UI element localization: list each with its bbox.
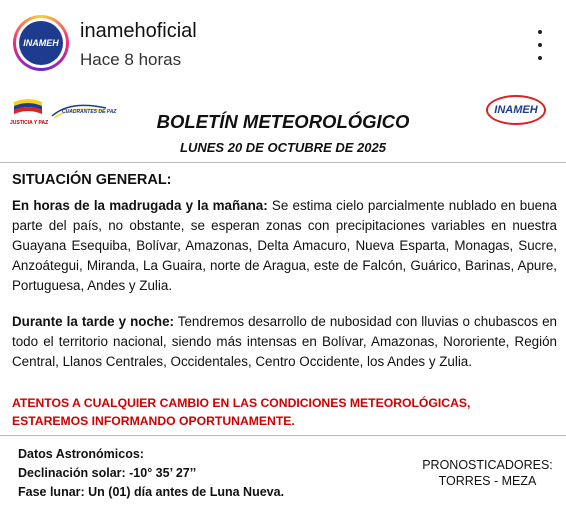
astronomical-data [18,445,284,502]
avatar-label: INAMEH [23,38,59,48]
moon-phase: Fase lunar: Un (01) día antes de Luna Nueva. [18,485,285,499]
bulletin-title: BOLETÍN METEOROLÓGICO [156,111,410,132]
dot [538,43,542,47]
morning-text: Se estima cielo parcialmente nublado en buena parte del país, no obstante, se esperan zonas con precipitaciones variables en nuestra Guayana Esequiba, Bolívar, Amazonas, Delta Amacuro, Nueva Esparta, Monagas, Sucre, Anzoátegui, Miranda, La Guaira, norte de Aragua, este de Falcón, Guárico, Barinas, Apure, Portuguesa, Andes y Zulia. [12,198,557,293]
forecasters-names: TORRES - MEZA [438,474,537,488]
post-header [0,0,566,86]
more-options-icon[interactable] [528,30,552,60]
morning-forecast [12,196,557,296]
afternoon-label: Durante la tarde y noche: [12,314,174,329]
section-heading: SITUACIÓN GENERAL: [12,172,172,188]
bulletin-image [0,86,566,512]
avatar[interactable] [19,21,63,65]
alert-line-1: ATENTOS A CUALQUIER CAMBIO EN LAS CONDICIONES METEOROLÓGICAS, [12,396,471,410]
story-ring[interactable] [13,15,69,71]
afternoon-forecast [12,312,557,372]
forecasters-label: PRONOSTICADORES: [422,458,553,472]
avatar-frame [16,18,66,68]
alert-message [12,394,557,430]
afternoon-text: Tendremos desarrollo de nubosidad con lluvias o chubascos en todo el territorio nacional, siendo más intensas en Bolívar, Amazonas, Nororiente, Región Central, Llanos Centrales, Occidentales, Centro Occidente, los Andes y Zulia. [12,314,557,369]
username[interactable]: inamehoficial [80,20,197,42]
cuadrantes-text: CUADRANTES DE PAZ [62,109,117,115]
inameh-logo: INAMEH [486,95,546,125]
astronomy-heading: Datos Astronómicos: [18,447,144,461]
dot [538,56,542,60]
post-timestamp: Hace 8 horas [80,50,182,69]
bulletin-date: LUNES 20 DE OCTUBRE DE 2025 [180,140,386,155]
morning-label: En horas de la madrugada y la mañana: [12,198,268,213]
alert-line-2: ESTAREMOS INFORMANDO OPORTUNAMENTE. [12,414,295,428]
dot [538,30,542,34]
solar-declination: Declinación solar: -10° 35’ 27’’ [18,466,197,480]
divider [0,162,566,163]
flag-caption: JUSTICIA Y PAZ [10,120,49,126]
forecasters [410,457,565,489]
divider [0,435,566,436]
